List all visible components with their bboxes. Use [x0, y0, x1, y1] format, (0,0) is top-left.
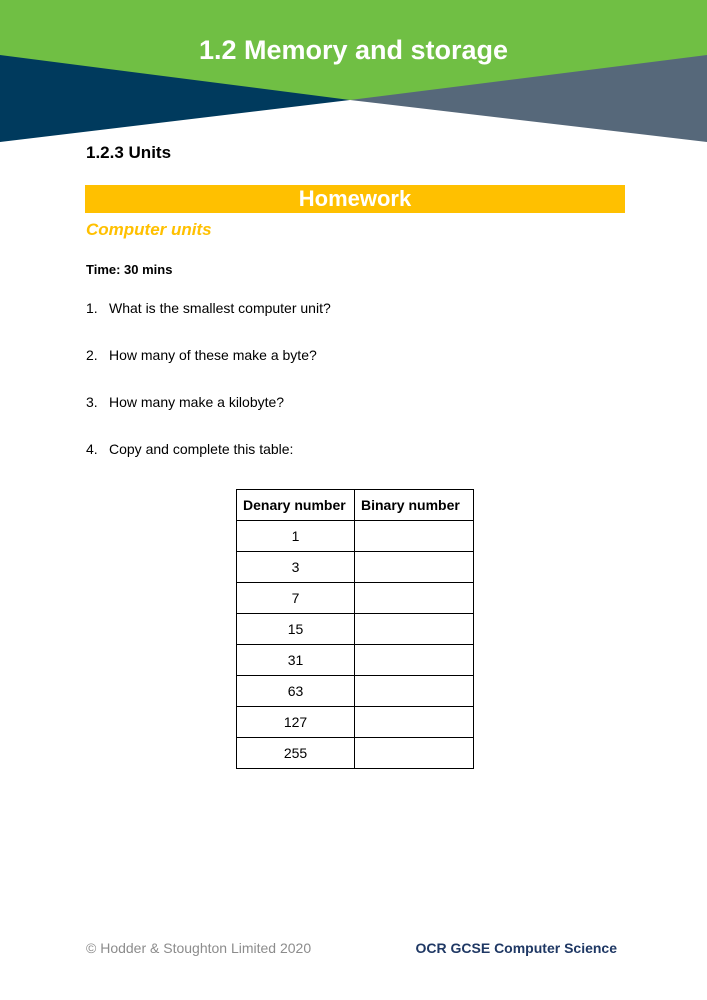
homework-bar: Homework	[85, 185, 625, 213]
denary-cell: 1	[237, 521, 355, 552]
table-row	[237, 521, 474, 552]
question-text: How many make a kilobyte?	[109, 394, 285, 410]
worksheet-subtitle: Computer units	[86, 220, 212, 239]
binary-cell	[355, 676, 474, 707]
table-row	[237, 552, 474, 583]
binary-cell	[355, 521, 474, 552]
denary-cell: 63	[237, 676, 355, 707]
binary-cell	[355, 552, 474, 583]
chapter-title: 1.2 Memory and storage	[198, 35, 509, 65]
denary-cell: 3	[237, 552, 355, 583]
table-row	[237, 645, 474, 676]
denary-cell: 15	[237, 614, 355, 645]
table-row	[237, 614, 474, 645]
table-row	[237, 676, 474, 707]
binary-cell	[355, 645, 474, 676]
table-row	[237, 583, 474, 614]
question-2	[86, 347, 317, 363]
question-3	[86, 394, 284, 410]
conversion-table	[236, 489, 474, 769]
binary-cell	[355, 614, 474, 645]
question-number: 4.	[86, 441, 98, 457]
time-allowance: Time: 30 mins	[86, 262, 173, 277]
binary-cell	[355, 583, 474, 614]
denary-cell: 31	[237, 645, 355, 676]
binary-cell	[355, 738, 474, 769]
footer-copyright: © Hodder & Stoughton Limited 2020	[86, 940, 312, 956]
question-number: 2.	[86, 347, 98, 363]
question-text: How many of these make a byte?	[109, 347, 317, 363]
denary-cell: 255	[237, 738, 355, 769]
question-4	[86, 441, 293, 457]
question-text: Copy and complete this table:	[109, 441, 294, 457]
question-1	[86, 300, 331, 316]
binary-cell	[355, 707, 474, 738]
footer-course: OCR GCSE Computer Science	[415, 940, 617, 956]
table-row	[237, 707, 474, 738]
denary-cell: 127	[237, 707, 355, 738]
table-row	[237, 738, 474, 769]
header-binary: Binary number	[355, 490, 474, 521]
section-heading: 1.2.3 Units	[86, 143, 172, 162]
table-header-row	[237, 490, 474, 521]
header-denary: Denary number	[237, 490, 355, 521]
header-banner	[0, 0, 707, 145]
question-text: What is the smallest computer unit?	[109, 300, 331, 316]
banner-graphic	[0, 0, 707, 145]
question-number: 3.	[86, 394, 98, 410]
denary-cell: 7	[237, 583, 355, 614]
question-number: 1.	[86, 300, 98, 316]
